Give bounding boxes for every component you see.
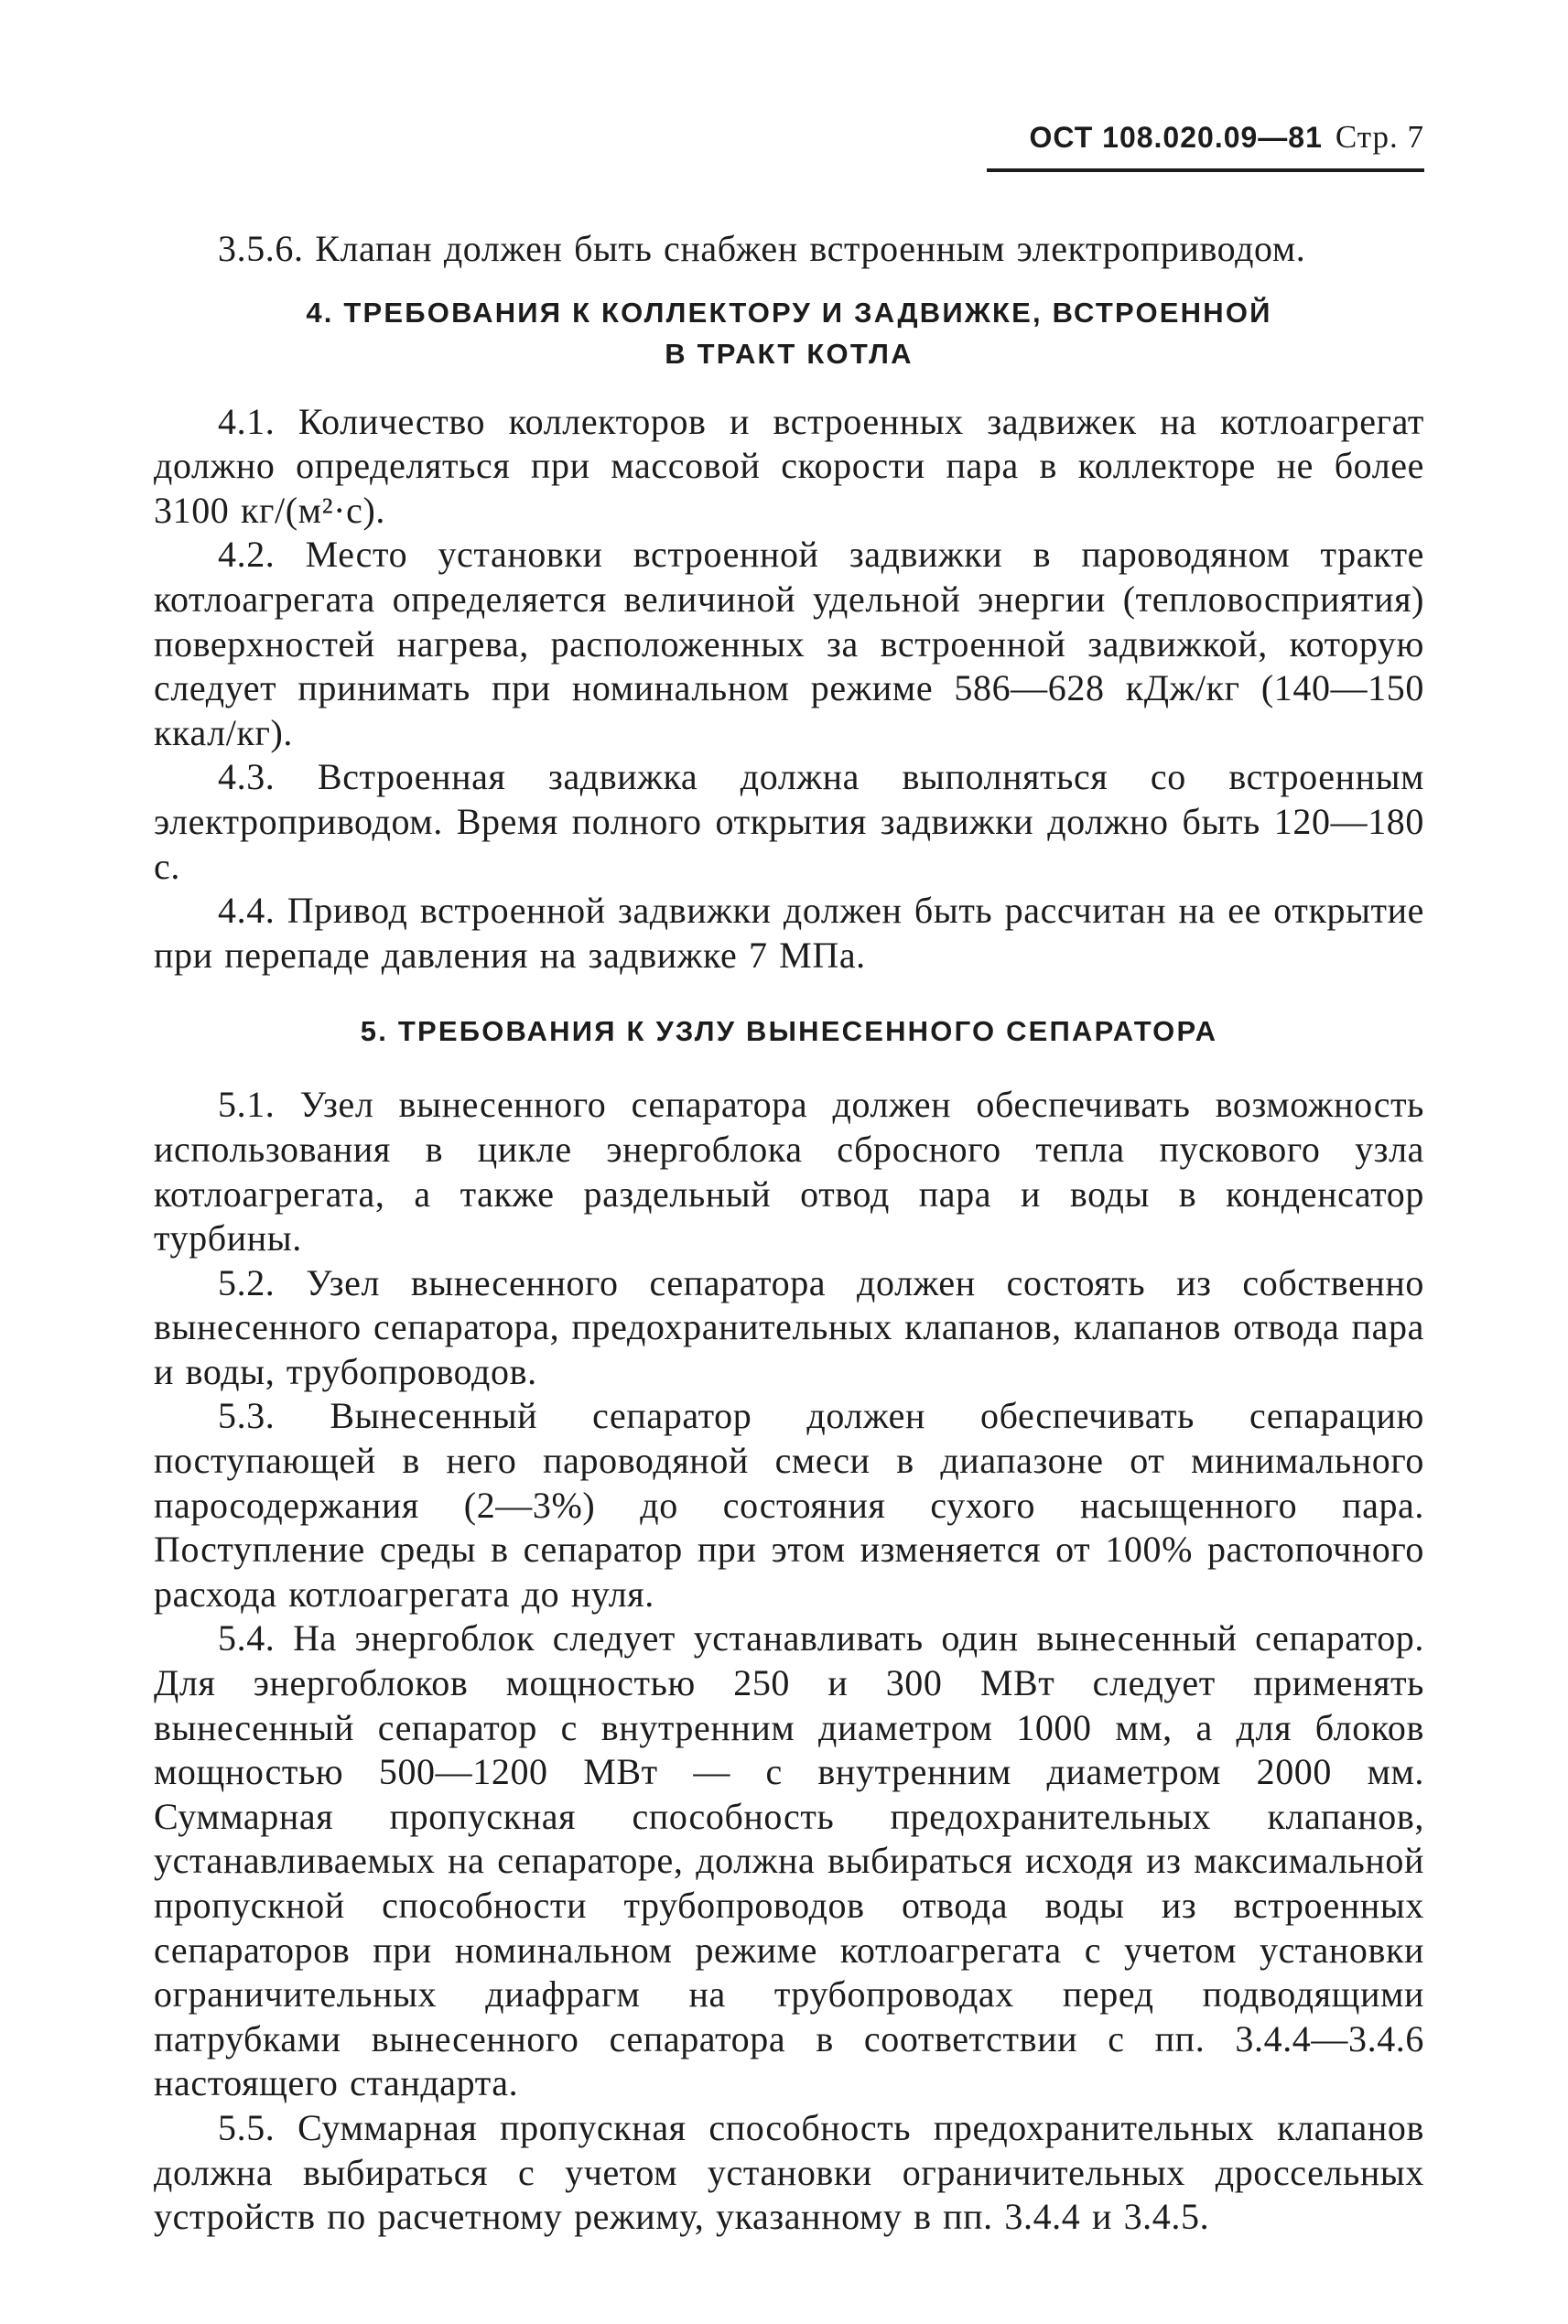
header-underline [987,168,1424,172]
clause-4-1: 4.1. Количество коллекторов и встроенных задвижек на котлоагрегат должно определяться при массовой скорости пара в коллекторе не более 3100 кг/(м²·с). [154,400,1424,531]
header-text [1030,119,1425,156]
page-header [154,119,1424,185]
document-page [154,119,1424,2240]
clause-5-3: 5.3. Вынесенный сепаратор должен обеспечивать сепарацию поступающей в него пароводяной смеси в диапазоне от минимального паросодержания (2—3%) до состояния сухого насыщенного пара. Поступление среды в сепаратор при этом изменяется от 100% растопочного расхода котлоагрегата до нуля. [154,1395,1424,1615]
clause-5-5: 5.5. Суммарная пропускная способность предохранительных клапанов должна выбираться с учетом установки ограничительных дроссельных устройств по расчетному режиму, указанному в пп. 3.4.4 и 3.4.5. [154,2106,1424,2238]
clause-4-2: 4.2. Место установки встроенной задвижки в пароводяном тракте котлоагрегата определяется величиной удельной энергии (тепловосприятия) поверхностей нагрева, расположенных за встроенной задвижкой, которую следует принимать при номинальном режиме 586—628 кДж/кг (140—150 ккал/кг). [154,534,1424,753]
clause-5-1: 5.1. Узел вынесенного сепаратора должен обеспечивать возможность использования в цикле энергоблока сбросного тепла пускового узла котлоагрегата, а также раздельный отвод пара и воды в конденсатор турбины. [154,1084,1424,1259]
clause-5-2: 5.2. Узел вынесенного сепаратора должен состоять из собственно вынесенного сепаратора, предохранительных клапанов, клапанов отвода пара и воды, трубопроводов. [154,1261,1424,1392]
section-4-heading [154,292,1424,374]
clause-4-3: 4.3. Встроенная задвижка должна выполняться со встроенным электроприводом. Время полного открытия задвижки должно быть 120—180 с. [154,756,1424,887]
section-5-heading [154,1011,1424,1052]
standard-code: ОСТ 108.020.09—81 [1029,121,1323,154]
clause-3-5-6: 3.5.6. Клапан должен быть снабжен встроенным электроприводом. [218,228,1306,269]
page-number: Стр. 7 [1335,119,1424,155]
section-5-heading-line: 5. ТРЕБОВАНИЯ К УЗЛУ ВЫНЕСЕННОГО СЕПАРАТОРА [360,1015,1218,1048]
section-4-heading-line-1: 4. ТРЕБОВАНИЯ К КОЛЛЕКТОРУ И ЗАДВИЖКЕ, ВСТРОЕННОЙ [306,296,1272,329]
section-4-heading-line-2: В ТРАКТ КОТЛА [665,337,914,370]
clause-5-4: 5.4. На энергоблок следует устанавливать один вынесенный сепаратор. Для энергоблоков мощностью 250 и 300 МВт следует применять вынесенный сепаратор с внутренним диаметром 1000 мм, а для блоков мощностью 500—1200 МВт — с внутренним диаметром 2000 мм. Суммарная пропускная способность предохранительных клапанов, устанавливаемых на сепараторе, должна выбираться исходя из максимальной пропускной способности трубопроводов отвода воды из встроенных сепараторов при номинальном режиме котлоагрегата с учетом установки ограничительных диафрагм на трубопроводах перед подводящими патрубками вынесенного сепаратора в соответствии с пп. 3.4.4—3.4.6 настоящего стандарта. [154,1617,1424,2104]
clause-4-4: 4.4. Привод встроенной задвижки должен быть рассчитан на ее открытие при перепаде давления на задвижке 7 МПа. [154,890,1424,976]
